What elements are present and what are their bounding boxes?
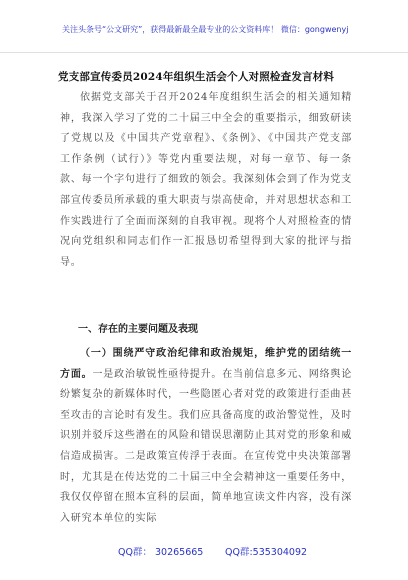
footer-bar xyxy=(0,540,408,564)
intro-paragraph: 依据党支部关于召开2024年度组织生活会的相关通知精神，我深入学习了党的二十届三中全会的重要指示，细致研读了党规以及《中国共产党章程》、《条例》、《中国共产党支部工作条例（试行）》等党内重要法规，对每一章节、每一条款、每一个字句进行了细致的领会。我深刻体会到了作为党支部宣传委员所承载的重大职责与崇高使命，并对思想状态和工作实践进行了全面而深刻的自我审视。现将个人对照检查的情况向党组织和同志们作一汇报恳切希望得到大家的批评与指导。 xyxy=(60,92,352,268)
footer-qq-group-1: QQ群： 30265665 xyxy=(118,547,204,558)
document-title: 党支部宣传委员2024年组织生活会个人对照检查发言材料 xyxy=(58,71,335,83)
header-notice: 关注头条号“公文研究”，获得最新最全最专业的公文资料库！ 微信：gongwenyj xyxy=(62,25,349,34)
section-heading: 一、存在的主要问题及表现 xyxy=(78,324,198,335)
footer-qq-group-2: QQ群:535304092 xyxy=(225,547,308,558)
subsection-body: 一是政治敏锐性亟待提升。在当前信息多元、网络舆论纷繁复杂的新媒体时代，一些隐匿心者对党的政策进行歪曲甚至攻击的言论时有发生。我们应具备高度的政治警觉性，及时识别并驳斥这些潜在的风险和错误思潮防止其对党的形象和威信造成损害。二是政策宣传浮于表面。在宣传党中央决策部署时，尤其是在传达党的二十届三中全会精神这一重要任务中，我仅仅停留在照本宣科的层面，简单地宣读文件内容，没有深入研究本单位的实际 xyxy=(60,368,352,524)
subsection-paragraph xyxy=(60,344,352,529)
header-bar xyxy=(0,0,408,53)
subsection-lead: （一）围绕严守政治纪律和政治规矩，维护党的团结统一方面。 xyxy=(60,348,352,380)
